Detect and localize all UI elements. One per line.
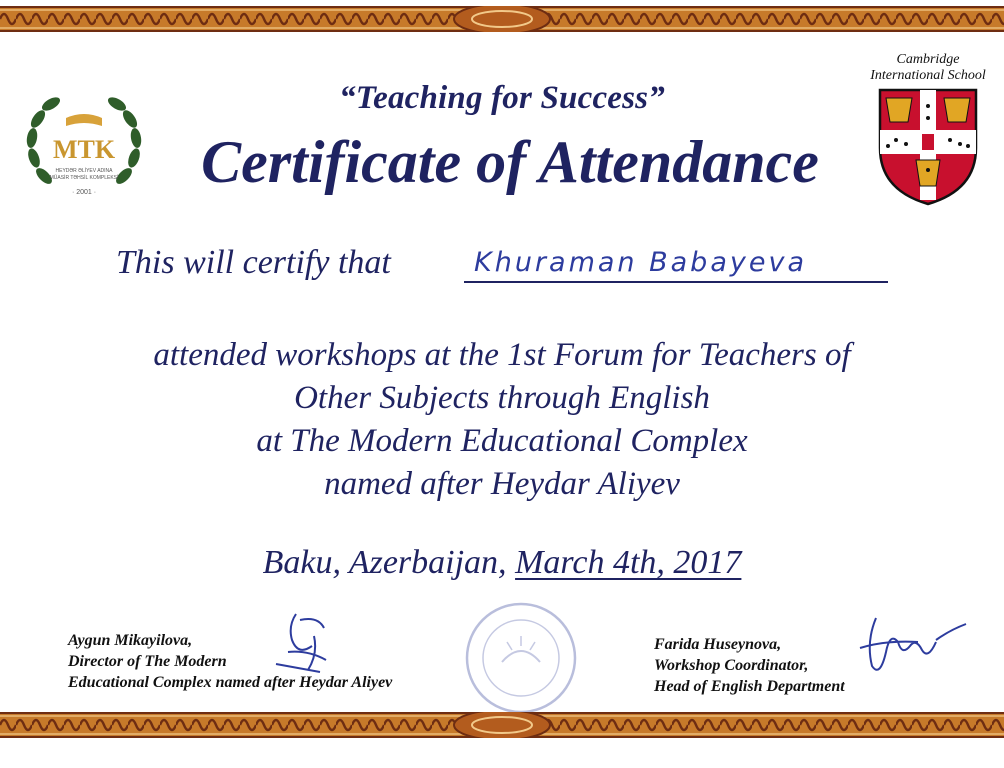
statement-line-3: at The Modern Educational Complex xyxy=(256,423,748,459)
left-signature-icon xyxy=(268,606,344,678)
date-text: March 4th, 2017 xyxy=(515,544,742,581)
ornamental-border-top xyxy=(0,6,1004,32)
official-seal-icon xyxy=(452,600,590,716)
place-and-date xyxy=(0,544,1004,582)
certificate-tagline: “Teaching for Success” xyxy=(339,80,665,116)
location-text: Baku, Azerbaijan, xyxy=(262,544,507,581)
right-signature-icon xyxy=(846,612,970,682)
right-signatory-role-1: Workshop Coordinator, xyxy=(654,657,809,674)
statement-line-4: named after Heydar Aliyev xyxy=(324,466,680,502)
statement-line-1: attended workshops at the 1st Forum for Teachers of xyxy=(153,337,851,373)
svg-text:MTK: MTK xyxy=(52,135,116,164)
statement-line-2: Other Subjects through English xyxy=(294,380,710,416)
attendance-statement xyxy=(0,334,1004,506)
recipient-name: Khuraman Babayeva xyxy=(464,247,888,283)
cambridge-block xyxy=(858,52,998,212)
svg-text:HEYDƏR ƏLİYEV ADINA: HEYDƏR ƏLİYEV ADINA xyxy=(55,168,113,174)
left-signatory-name: Aygun Mikayilova, xyxy=(68,632,193,649)
svg-text:· 2001 ·: · 2001 · xyxy=(71,189,97,196)
right-signatory-name: Farida Huseynova, xyxy=(654,636,782,653)
left-signatory-role-1: Director of The Modern xyxy=(68,653,227,670)
crest-caption-line1: Cambridge xyxy=(896,52,960,67)
crest-caption-line2: International School xyxy=(870,68,986,83)
svg-text:MÜASİR TƏHSİL KOMPLEKSİ: MÜASİR TƏHSİL KOMPLEKSİ xyxy=(49,175,119,181)
right-signatory xyxy=(654,634,845,697)
ornamental-border-bottom xyxy=(0,712,1004,738)
certificate-title: Certificate of Attendance xyxy=(201,129,819,195)
certify-label: This will certify that xyxy=(116,244,391,281)
left-signatory-role-2: Educational Complex named after Heydar Aliyev xyxy=(68,674,393,691)
right-signatory-role-2: Head of English Department xyxy=(654,678,845,695)
